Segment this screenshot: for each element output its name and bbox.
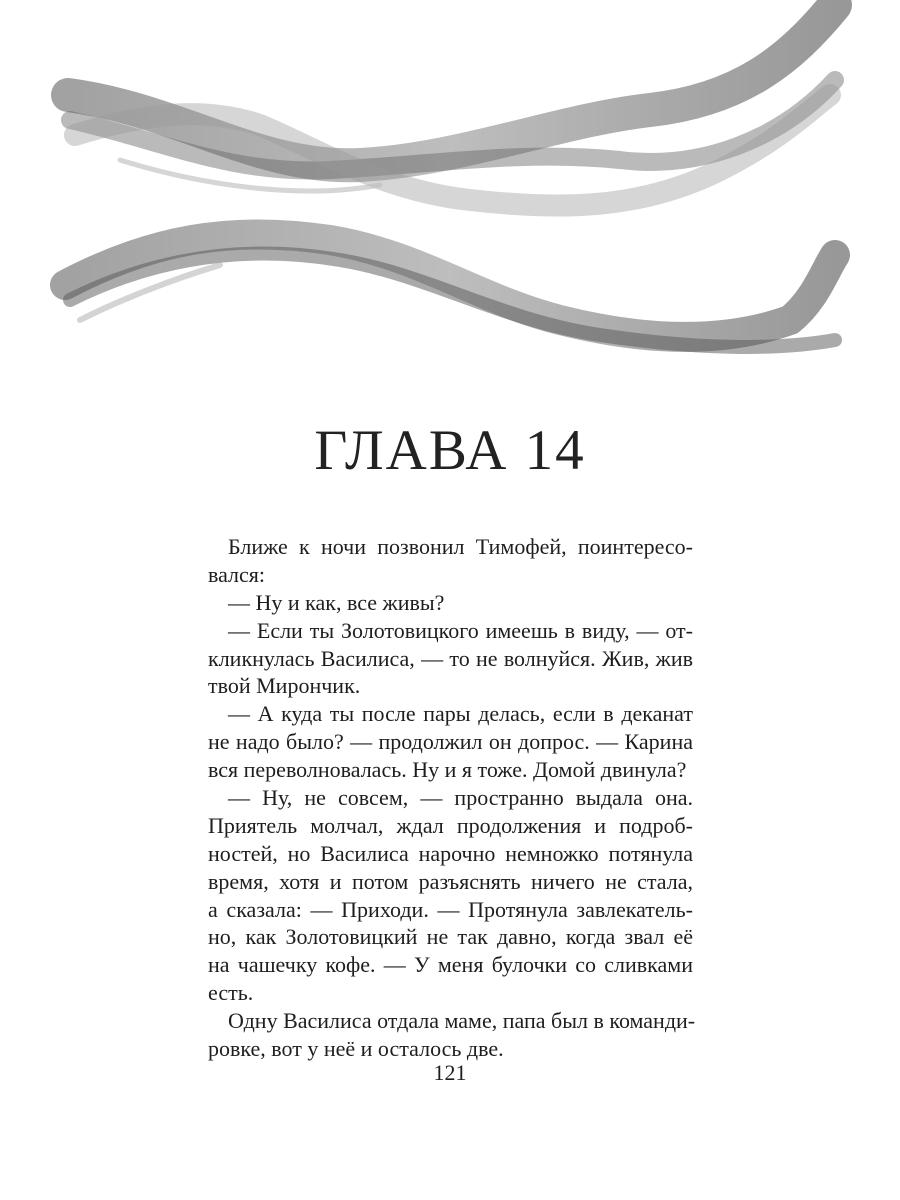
text-line: Ближе к ночи позвонил Тимофей, поинтересо- — [228, 534, 693, 559]
paragraph — [208, 617, 693, 701]
text-line: Одну Василиса отдала маме, папа был в команди- — [228, 1008, 696, 1034]
text-line: а сказала: — Приходи. — Протянула завлекатель- — [208, 896, 693, 922]
text-line: есть. — [208, 980, 254, 1006]
text-line: на чашечку кофе. — У меня булочки со сливками — [208, 952, 693, 978]
paragraph — [208, 700, 693, 784]
text-line: время, хотя и потом разъяснять ничего не стала, — [208, 868, 693, 894]
text-line: — Ну и как, все живы? — [228, 589, 445, 615]
text-line: вся переволновалась. Ну и я тоже. Домой двинула? — [208, 757, 687, 783]
chapter-title: ГЛАВА 14 — [314, 419, 586, 482]
text-line: Приятель молчал, ждал продолжения и подроб- — [208, 812, 693, 838]
text-line: — Если ты Золотовицкого имеешь в виду, — от- — [228, 617, 693, 643]
paragraph — [208, 1007, 696, 1063]
paragraph — [208, 784, 693, 1007]
text-line: — А куда ты после пары делась, если в деканат — [228, 701, 693, 727]
text-line: вался: — [208, 561, 266, 587]
paragraph — [208, 533, 693, 589]
paragraph — [208, 589, 693, 617]
text-line: кликнулась Василиса, — то не волнуйся. Жив, жив — [208, 645, 693, 671]
text-line: ностей, но Василиса нарочно немножко потянула — [208, 840, 693, 866]
page-number: 121 — [433, 1060, 467, 1085]
text-line: — Ну, не совсем, — пространно выдала она. — [228, 785, 693, 811]
text-line: но, как Золотовицкий не так давно, когда звал её — [208, 924, 693, 950]
text-line: не надо было? — продолжил он допрос. — Карина — [208, 729, 693, 755]
smoke-illustration — [0, 0, 900, 370]
chapter-body-text — [208, 533, 696, 1063]
text-line: твой Мирончик. — [208, 673, 361, 699]
text-line: ровке, вот у неё и осталось две. — [208, 1036, 504, 1062]
